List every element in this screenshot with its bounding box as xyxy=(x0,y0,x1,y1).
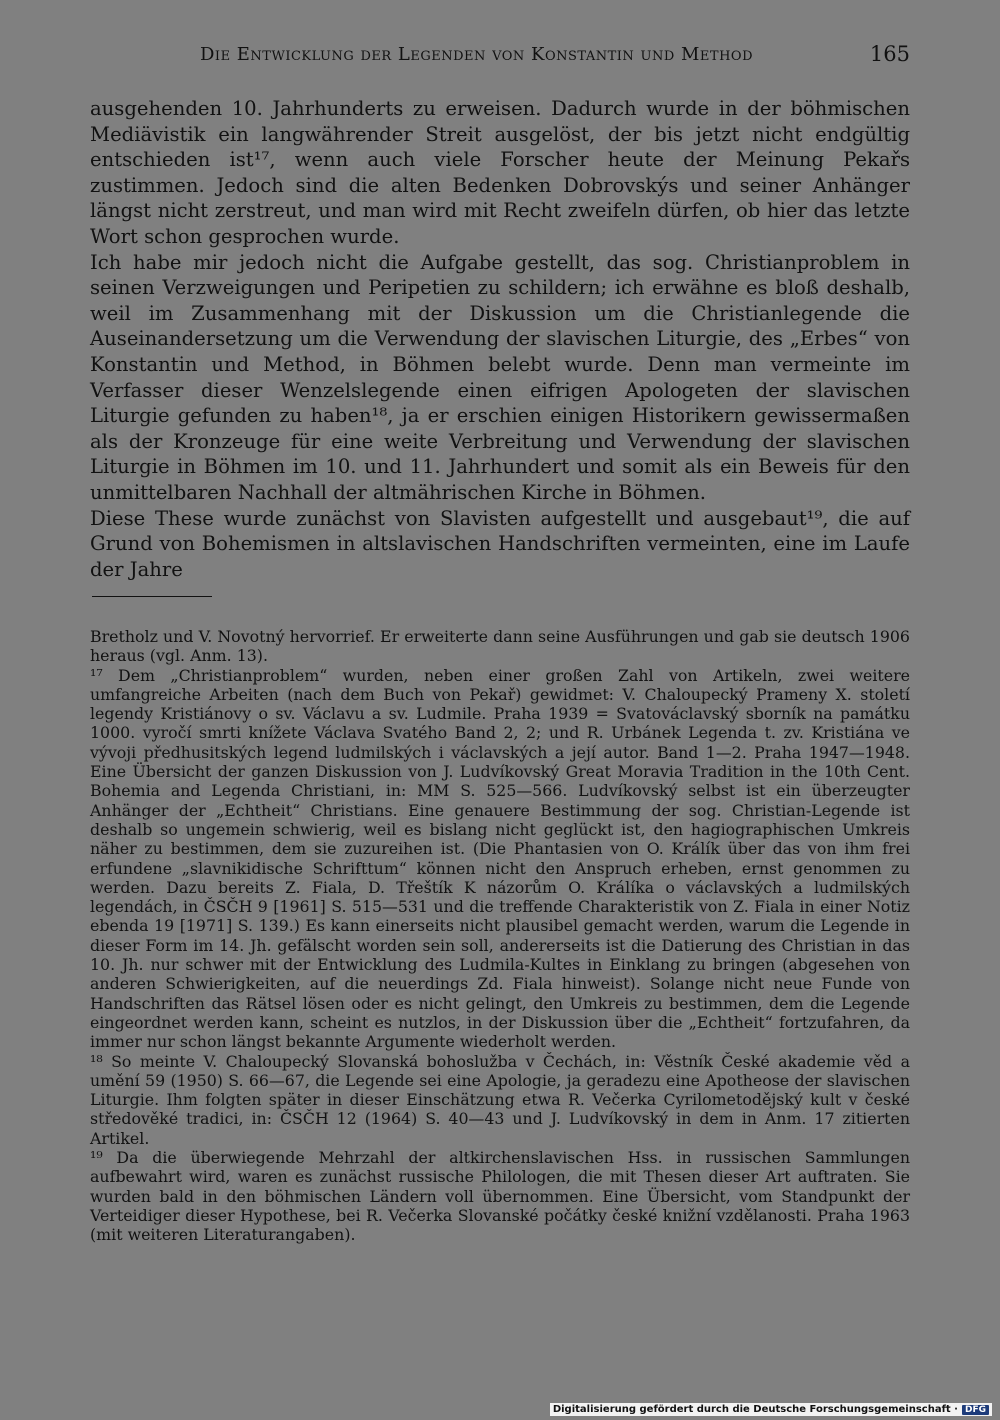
footnote: ¹⁸ So meinte V. Chaloupecký Slovanská bohoslužba v Čechách, in: Věstník České akademie věd a umění 59 (1950) S. 66—67, die Legende sei eine Apologie, ja geradezu eine Apotheose der slavischen Liturgie. Ihm folgten später in dieser Einschätzung etwa R. Večerka Cyrilometodějský kult v české středověké tradici, in: ČSČH 12 (1964) S. 40—43 und J. Ludvíkovský in dem in Anm. 17 zitierten Artikel. xyxy=(90,1051,910,1148)
paragraph: Diese These wurde zunächst von Slavisten aufgestellt und ausgebaut¹⁹, die auf Grund von Bohemismen in altslavischen Handschriften vermeinten, eine im Laufe der Jahre xyxy=(90,506,910,581)
paragraph: ausgehenden 10. Jahrhunderts zu erweisen. Dadurch wurde in der böhmischen Mediävistik ein langwährender Streit ausgelöst, der bis jetzt nicht endgültig entschieden ist¹⁷, wenn auch viele Forscher heute der Meinung Pekařs zustimmen. Jedoch sind die alten Bedenken Dobrovskýs und seiner Anhänger längst nicht zerstreut, und man wird mit Recht zweifeln dürfen, ob hier das letzte Wort schon gesprochen wurde. xyxy=(90,97,910,248)
credit-text: Digitalisierung gefördert durch die Deutsche Forschungsgemeinschaft · xyxy=(552,1404,958,1415)
digitization-credit xyxy=(550,1403,992,1416)
dfg-logo-icon: DFG xyxy=(962,1405,989,1415)
main-text xyxy=(90,96,910,582)
footnotes xyxy=(90,627,910,1245)
footnote: ¹⁹ Da die überwiegende Mehrzahl der altkirchenslavischen Hss. in russischen Sammlungen aufbewahrt wird, waren es zunächst russische Philologen, die mit Thesen dieser Art auftraten. Sie wurden bald in den böhmischen Ländern voll übernommen. Eine Übersicht, vom Standpunkt der Verteidiger dieser Hypothese, bei R. Večerka Slovanské počátky české knižní vzdělanosti. Praha 1963 (mit weiteren Literaturangaben). xyxy=(90,1148,910,1245)
paragraph: Ich habe mir jedoch nicht die Aufgabe gestellt, das sog. Christianproblem in seinen Verzweigungen und Peripetien zu schildern; ich erwähne es bloß deshalb, weil im Zusammenhang mit der Diskussion um die Christianlegende die Auseinandersetzung um die Verwendung der slavischen Liturgie, des „Erbes“ von Konstantin und Method, in Böhmen belebt wurde. Denn man vermeinte im Verfasser dieser Wenzelslegende einen eifrigen Apologeten der slavischen Liturgie gefunden zu haben¹⁸, ja er erschien einigen Historikern gewissermaßen als der Kronzeuge für eine weite Verbreitung und Verwendung der slavischen Liturgie in Böhmen im 10. und 11. Jahrhundert und somit als ein Beweis für den unmittelbaren Nachhall der altmährischen Kirche in Böhmen. xyxy=(90,250,910,504)
footnote-separator xyxy=(92,596,212,597)
footnote: Bretholz und V. Novotný hervorrief. Er erweiterte dann seine Ausführungen und gab sie deutsch 1906 heraus (vgl. Anm. 13). xyxy=(90,627,910,666)
page-number: 165 xyxy=(869,42,910,66)
running-title: Die Entwicklung der Legenden von Konstantin und Method xyxy=(200,44,754,65)
page-header xyxy=(90,44,910,74)
footnote: ¹⁷ Dem „Christianproblem“ wurden, neben einer großen Zahl von Artikeln, zwei weitere umfangreiche Arbeiten (nach dem Buch von Pekař) gewidmet: V. Chaloupecký Prameny X. století legendy Kristiánovy o sv. Václavu a sv. Ludmile. Praha 1939 = Svatováclavský sborník na památku 1000. vyročí smrti knížete Václava Svatého Band 2, 2; und R. Urbánek Legenda t. zv. Kristiána ve vývoji předhusitských legend ludmilských i václavských a její autor. Band 1—2. Praha 1947—1948. Eine Übersicht der ganzen Diskussion von J. Ludvíkovský Great Moravia Tradition in the 10th Cent. Bohemia and Legenda Christiani, in: MM S. 525—566. Ludvíkovský selbst ist ein überzeugter Anhänger der „Echtheit“ Christians. Eine genauere Bestimmung der sog. Christian-Legende ist deshalb so ungemein schwierig, weil es bislang nicht geglückt ist, den hagiographischen Umkreis näher zu bestimmen, dem sie zuzureihen ist. (Die Phantasien von O. Králík über das von ihm frei erfundene „slavnikidische Schrifttum“ können nicht den Anspruch erheben, ernst genommen zu werden. Dazu bereits Z. Fiala, D. Třeštík K názorům O. Králíka o václavských a ludmilských legendách, in ČSČH 9 [1961] S. 515—531 und die treffende Charakteristik von Z. Fiala in einer Notiz ebenda 19 [1971] S. 139.) Es kann einerseits nicht plausibel gemacht werden, warum die Legende in dieser Form im 14. Jh. gefälscht worden sein soll, andererseits ist die Datierung des Christian in das 10. Jh. nur schwer mit der Entwicklung des Ludmila-Kultes in Einklang zu bringen (abgesehen von anderen Schwierigkeiten, auf die neuerdings Zd. Fiala hinweist). Solange nicht neue Funde von Handschriften das Rätsel lösen oder es nicht gelingt, den Umkreis zu bestimmen, dem die Legende eingeordnet werden kann, scheint es nutzlos, in der Diskussion über die „Echtheit“ fortzufahren, da immer nur schon längst bekannte Argumente wiederholt werden. xyxy=(90,665,910,1052)
